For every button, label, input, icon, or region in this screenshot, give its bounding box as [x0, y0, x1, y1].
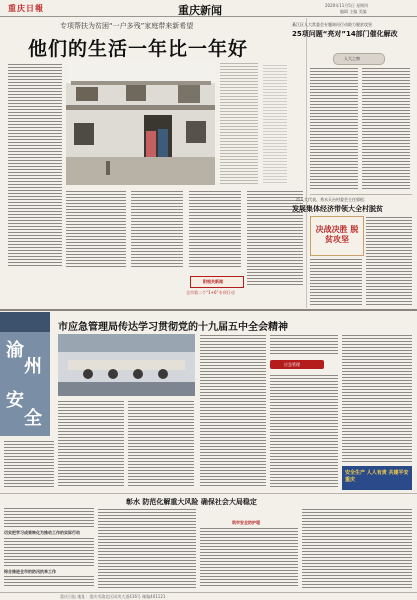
footer-small-head: 筑牢安全防护堤 — [232, 520, 260, 525]
lead-kicker: 专项帮扶为贫困“一户多残”家庭带来新希望 — [60, 22, 194, 30]
safety-badge-top — [0, 312, 50, 332]
footer-col-1 — [4, 507, 94, 527]
right-body-col-3 — [366, 216, 412, 306]
masthead — [0, 0, 417, 17]
badge-char-1: 渝 — [6, 340, 24, 361]
footer-col-1c — [4, 575, 94, 588]
meeting-photo — [58, 334, 195, 396]
lead-body-col-1b — [8, 210, 62, 268]
left-small-col — [4, 440, 54, 488]
right-body-col-2 — [362, 67, 410, 191]
campaign-banner-text: 决战决胜 脱贫攻坚 — [315, 224, 359, 244]
footer-left-title: 切实把学习成果转化为推动工作的实际行动 — [4, 530, 80, 535]
section-title: 重庆新闻 — [178, 4, 222, 17]
campaign-banner — [310, 216, 364, 256]
right-divider-1 — [310, 194, 412, 195]
related-news-title: 附相关新闻 — [203, 279, 223, 284]
page-footer-contact: 重庆日报 地址：重庆市渝北区同茂大道416号 邮编401121 — [60, 594, 166, 599]
house-photo-illustration — [66, 61, 215, 185]
newspaper-logo: 重庆日報 — [8, 3, 44, 13]
right-top-headline: 25项问题“亮对”14部门催化解改 — [292, 30, 398, 38]
lead-body-col-2 — [66, 190, 126, 267]
subsection-label-text: 应急管理 — [284, 362, 300, 367]
bottom-body-col-4 — [270, 334, 338, 356]
people-congress-badge — [333, 53, 385, 65]
bottom-body-col-6 — [342, 334, 412, 462]
date-line: 2020年11月5日 星期四 — [325, 3, 369, 8]
divider-right — [306, 18, 307, 308]
safety-section-badge — [0, 312, 50, 436]
bottom-body-col-3 — [200, 334, 266, 488]
right-mid-small: 市人大代表、秀水天台村委会主任郭松： — [296, 197, 368, 202]
lead-body-col-4 — [189, 190, 241, 267]
footer-col-2 — [98, 508, 196, 588]
photo-caption-right — [220, 62, 258, 184]
bottom-body-col-1 — [58, 400, 124, 488]
lead-headline: 他们的生活一年比一年好 — [28, 38, 249, 60]
right-body-col-4 — [310, 258, 362, 306]
related-news-box — [190, 276, 244, 288]
bottom-headline: 市应急管理局传达学习贯彻党的十九届五中全会精神 — [58, 322, 288, 333]
related-news-sub: 全市第二个“1+6”专项行动 — [186, 290, 235, 295]
footer-col-4 — [302, 508, 412, 588]
right-top-small: 綦江区人大常委会专题询问行动助力脱贫攻坚 — [292, 22, 372, 27]
lead-photo — [66, 61, 215, 185]
right-body-col-1 — [310, 67, 358, 191]
right-mid-headline: 发展集体经济带领大全村脱贫 — [292, 205, 383, 213]
safety-ad — [342, 466, 412, 490]
safety-ad-text: 安全生产 人人有责 共建平安重庆 — [345, 470, 409, 483]
footer-headline: 彰水 防范化解重大风险 确保社会大局稳定 — [126, 498, 257, 506]
section-divider — [0, 309, 417, 311]
footer-left-title-2: 综合推进全市的防汛抗旱工作 — [4, 569, 56, 574]
badge-char-4: 全 — [24, 408, 42, 429]
edition-info: 编辑 主编 美编 — [340, 9, 367, 14]
meeting-photo-illustration — [58, 334, 195, 396]
footer-col-1b — [4, 537, 94, 567]
badge-char-3: 安 — [6, 390, 24, 411]
lead-body-col-3 — [131, 190, 183, 267]
footer-divider — [0, 493, 417, 494]
bottom-body-col-2 — [128, 400, 194, 488]
badge-char-2: 州 — [24, 356, 42, 377]
page-footer-rule — [0, 592, 417, 593]
badge-label: 人大之窗 — [344, 56, 360, 61]
subsection-label — [270, 360, 324, 369]
footer-col-3 — [200, 527, 298, 588]
bottom-body-col-5 — [270, 374, 338, 488]
middle-body-col-6 — [263, 64, 287, 184]
